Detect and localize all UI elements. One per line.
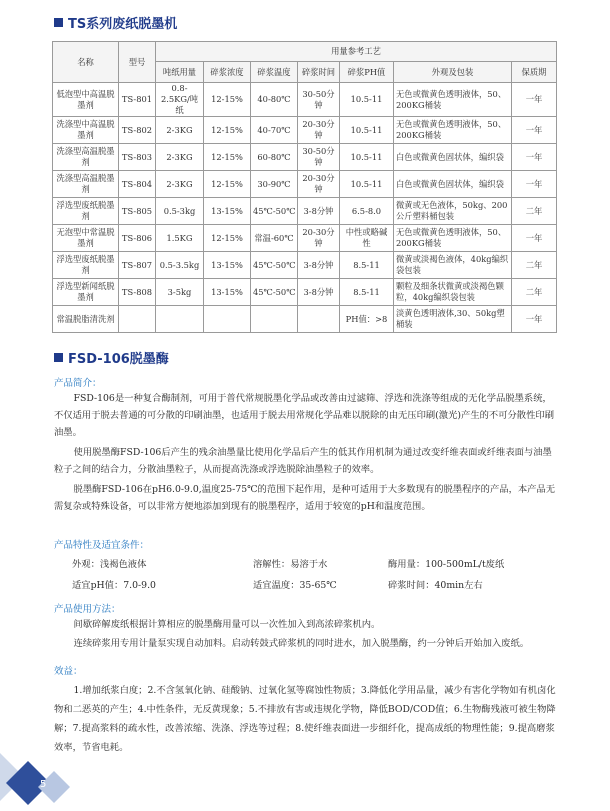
table-row	[53, 198, 557, 225]
cell-conc	[204, 306, 251, 333]
cell-time: 3-8分钟	[298, 279, 340, 306]
cell-dose: 0.5-3.5kg	[156, 252, 204, 279]
cell-dose: 0.5-3kg	[156, 198, 204, 225]
cell-temp: 40-80℃	[251, 83, 298, 117]
col-header-shelf: 保质期	[512, 62, 557, 83]
cell-time: 20-30分钟	[298, 225, 340, 252]
cell-name: 浮选型废纸脱墨剂	[53, 198, 119, 225]
cell-pack: 白色或微黄色固状体，编织袋	[394, 171, 512, 198]
table-row	[53, 144, 557, 171]
cell-dose: 2-3KG	[156, 144, 204, 171]
cell-conc: 12-15%	[204, 171, 251, 198]
square-bullet-icon	[54, 18, 63, 27]
table-row	[53, 171, 557, 198]
cell-pack: 无色或微黄色透明液体，50、200KG桶装	[394, 83, 512, 117]
property-solubility: 溶解性：易溶于水	[253, 559, 328, 570]
cell-time: 30-50分钟	[298, 144, 340, 171]
cell-conc: 13-15%	[204, 252, 251, 279]
cell-dose: 1.5KG	[156, 225, 204, 252]
cell-ph: 6.5-8.0	[340, 198, 394, 225]
table-row	[53, 252, 557, 279]
cell-name: 洗涤型高温脱墨剂	[53, 171, 119, 198]
cell-model: TS-808	[119, 279, 156, 306]
cell-model: TS-802	[119, 117, 156, 144]
cell-pack: 淡黄色透明液体,30、50kg塑桶装	[394, 306, 512, 333]
cell-shelf: 二年	[512, 198, 557, 225]
cell-shelf: 一年	[512, 225, 557, 252]
cell-shelf: 一年	[512, 83, 557, 117]
intro-paragraph-3: 脱墨酶FSD-106在pH6.0-9.0,温度25-75℃的范围下起作用，是种可适用于大多数现有的脱墨程序的产品，本产品无需复杂或特殊设备，可以非常方便地添加到现有的脱墨程序，适用于较宽的pH和温度范围。	[54, 484, 556, 512]
cell-time: 20-30分钟	[298, 117, 340, 144]
cell-ph: 10.5-11	[340, 83, 394, 117]
cell-pack: 无色或微黄色透明液体，50、200KG桶装	[394, 117, 512, 144]
cell-name: 浮选型新闻纸脱墨剂	[53, 279, 119, 306]
cell-ph: 8.5-11	[340, 279, 394, 306]
cell-pack: 微黄或无色液体，50kg、200公斤塑料桶包装	[394, 198, 512, 225]
cell-ph: 10.5-11	[340, 117, 394, 144]
col-header-model: 型号	[119, 42, 156, 83]
table-row	[53, 306, 557, 333]
col-header-temp: 碎浆温度	[251, 62, 298, 83]
cell-model: TS-805	[119, 198, 156, 225]
cell-dose	[156, 306, 204, 333]
section-title-ts-series	[54, 13, 177, 32]
cell-name: 洗涤型高温脱墨剂	[53, 144, 119, 171]
cell-model: TS-804	[119, 171, 156, 198]
cell-pack: 无色或微黄色透明液体，50、200KG桶装	[394, 225, 512, 252]
intro-paragraph-1: FSD-106是一种复合酶制剂，可用于普代常规脱墨化学品或改善由过滤筛、浮选和洗涤等组成的无化学品脱墨系统，不仅适用于脱去普通的可分散的印刷油墨，也适用于脱去用常规化学品难以脱除的由无压印刷(激光)产生的不可分散性印刷油墨。	[54, 393, 554, 438]
col-header-time: 碎浆时间	[298, 62, 340, 83]
property-temperature: 适宜温度：35-65℃	[253, 580, 337, 591]
usage-paragraph-1: 间歇碎解废纸根据计算相应的脱墨酶用量可以一次性加入到高浓碎浆机内。	[73, 619, 381, 630]
cell-pack: 颗粒及细条状微黄或淡褐色颗粒，40kg编织袋包装	[394, 279, 512, 306]
cell-time: 3-8分钟	[298, 252, 340, 279]
usage-heading: 产品使用方法：	[54, 604, 121, 615]
property-pulping-time: 碎浆时间：40min左右	[388, 580, 483, 591]
cell-ph: PH值：>8	[340, 306, 394, 333]
intro-paragraph-2: 使用脱墨酶FSD-106后产生的残余油墨量比使用化学品后产生的低其作用机制为通过改变纤维表面或纤维表面与油墨粒子之间的结合力，分散油墨粒子，从而提高洗涤或浮选脱除油墨粒子的效率。	[54, 447, 552, 475]
cell-model: TS-807	[119, 252, 156, 279]
cell-shelf: 一年	[512, 144, 557, 171]
col-header-name: 名称	[53, 42, 119, 83]
cell-name: 低泡型中高温脱墨剂	[53, 83, 119, 117]
cell-shelf: 一年	[512, 171, 557, 198]
property-appearance: 外观：浅褐色液体	[72, 559, 147, 570]
table-row	[53, 83, 557, 117]
col-header-group: 用量参考工艺	[156, 42, 557, 62]
cell-dose: 0.8-2.5KG/吨纸	[156, 83, 204, 117]
cell-temp: 45℃-50℃	[251, 198, 298, 225]
cell-conc: 12-15%	[204, 83, 251, 117]
usage-text	[54, 616, 559, 652]
section-title-fsd106	[54, 348, 169, 367]
cell-model: TS-801	[119, 83, 156, 117]
cell-time: 20-30分钟	[298, 171, 340, 198]
properties-heading: 产品特性及适宜条件：	[54, 540, 150, 551]
cell-ph: 10.5-11	[340, 144, 394, 171]
cell-temp: 45℃-50℃	[251, 279, 298, 306]
usage-paragraph-2: 连续碎浆用专用计量泵实现自动加料。启动转鼓式碎浆机的同时进水，加入脱墨酶，约一分钟后开始加入废纸。	[73, 638, 530, 649]
cell-ph: 8.5-11	[340, 252, 394, 279]
cell-shelf: 一年	[512, 306, 557, 333]
cell-conc: 12-15%	[204, 117, 251, 144]
cell-temp: 40-70℃	[251, 117, 298, 144]
cell-dose: 2-3KG	[156, 171, 204, 198]
benefits-paragraph: 1.增加纸浆白度；2.不含氢氧化钠、硅酸钠、过氧化氢等腐蚀性物质；3.降低化学用品量，减少有害化学物如有机卤化物和二恶英的产生；4.中性条件，无反黄现象；5.不排放有害或违规化学物，降低BOD/COD值；6.生物酶残液可被生物降解；7.提高浆料的疏水性，改善浓缩、洗涤、浮选等过程；8.使纤维表面进一步细纤化，提高成纸的物理性能；9.提高磨浆效率，节省电耗。	[54, 685, 556, 753]
cell-shelf: 二年	[512, 279, 557, 306]
cell-ph: 10.5-11	[340, 171, 394, 198]
table-row	[53, 225, 557, 252]
intro-heading: 产品简介：	[54, 378, 102, 389]
cell-dose: 2-3KG	[156, 117, 204, 144]
cell-temp: 45℃-50℃	[251, 252, 298, 279]
cell-name: 洗涤型中高温脱墨剂	[53, 117, 119, 144]
property-ph: 适宜pH值：7.0-9.0	[72, 580, 156, 591]
square-bullet-icon	[54, 353, 63, 362]
benefits-text	[54, 681, 559, 757]
cell-name: 常温脱脂清洗剂	[53, 306, 119, 333]
cell-conc: 12-15%	[204, 225, 251, 252]
cell-pack: 微黄或淡褐色液体，40kg编织袋包装	[394, 252, 512, 279]
page-number: 5	[40, 779, 47, 790]
table-row	[53, 117, 557, 144]
section-title-text: TS系列废纸脱墨机	[68, 17, 178, 32]
cell-temp	[251, 306, 298, 333]
cell-dose: 3-5kg	[156, 279, 204, 306]
table-row	[53, 279, 557, 306]
cell-name: 浮选型废纸脱墨剂	[53, 252, 119, 279]
cell-conc: 13-15%	[204, 198, 251, 225]
cell-time: 3-8分钟	[298, 198, 340, 225]
cell-model: TS-806	[119, 225, 156, 252]
cell-time	[298, 306, 340, 333]
cell-temp: 30-90℃	[251, 171, 298, 198]
intro-text	[54, 390, 559, 515]
cell-conc: 12-15%	[204, 144, 251, 171]
cell-pack: 白色或微黄色固状体，编织袋	[394, 144, 512, 171]
spec-table	[52, 41, 557, 333]
section-title-text: FSD-106脱墨酶	[68, 352, 169, 367]
cell-model	[119, 306, 156, 333]
cell-shelf: 一年	[512, 117, 557, 144]
col-header-conc: 碎浆浓度	[204, 62, 251, 83]
benefits-heading: 效益：	[54, 666, 83, 677]
property-dosage: 酶用量：100-500mL/t废纸	[388, 559, 505, 570]
footer-diamond-decoration	[0, 741, 90, 811]
cell-temp: 60-80℃	[251, 144, 298, 171]
col-header-dose: 吨纸用量	[156, 62, 204, 83]
cell-conc: 13-15%	[204, 279, 251, 306]
col-header-pack: 外观及包装	[394, 62, 512, 83]
cell-temp: 常温-60℃	[251, 225, 298, 252]
cell-shelf: 二年	[512, 252, 557, 279]
cell-model: TS-803	[119, 144, 156, 171]
cell-time: 30-50分钟	[298, 83, 340, 117]
cell-name: 无泡型中常温脱墨剂	[53, 225, 119, 252]
col-header-ph: 碎浆PH值	[340, 62, 394, 83]
cell-ph: 中性或略碱性	[340, 225, 394, 252]
